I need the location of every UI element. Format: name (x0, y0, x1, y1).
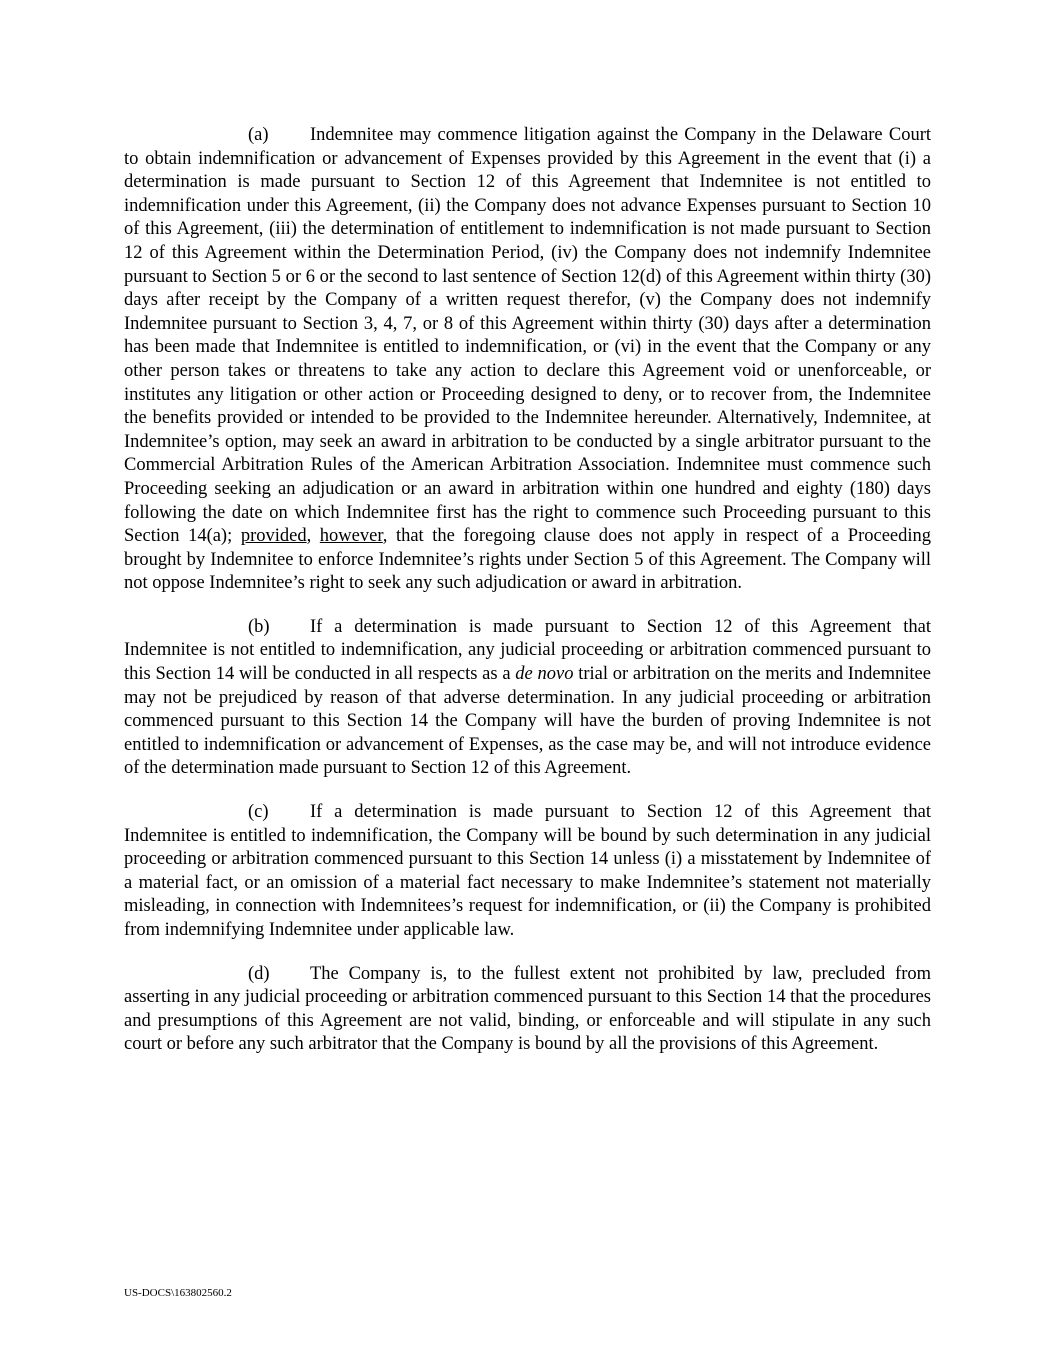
paragraph-d (124, 963, 931, 1057)
paragraph-c-label: (c) (248, 802, 269, 823)
paragraph-b-text-2: trial or arbitration on the merits and Indemnitee may not be prejudiced by reason of that adverse determination. In any judicial proceeding or arbitration commenced pursuant to this Section 14 the Company will have the burden of proving Indemnitee is not entitled to indemnification or advancement of Expenses, as the case may be, and will not introduce evidence of the determination made pursuant to Section 12 of this Agreement. (124, 664, 931, 779)
paragraph-a-text-1: Indemnitee may commence litigation against the Company in the Delaware Court to obtain indemnification or advancement of Expenses provided by this Agreement in the event that (i) a determination is made pursuant to Section 12 of this Agreement that Indemnitee is not entitled to indemnification under this Agreement, (ii) the Company does not advance Expenses pursuant to Section 10 of this Agreement, (iii) the determination of entitlement to indemnification is not made pursuant to Section 12 of this Agreement within the Determination Period, (iv) the Company does not indemnify Indemnitee pursuant to Section 5 or 6 or the second to last sentence of Section 12(d) of this Agreement within thirty (30) days after receipt by the Company of a written request therefor, (v) the Company does not indemnify Indemnitee pursuant to Section 3, 4, 7, or 8 of this Agreement within thirty (30) days after a determination has been made that Indemnitee is entitled to indemnification, or (vi) in the event that the Company or any other person takes or threatens to take any action to declare this Agreement void or unenforceable, or institutes any litigation or other action or Proceeding designed to deny, or to recover from, the Indemnitee the benefits provided or intended to be provided to the Indemnitee hereunder. Alternatively, Indemnitee, at Indemnitee’s option, may seek an award in arbitration to be conducted by a single arbitrator pursuant to the Commercial Arbitration Rules of the American Arbitration Association. Indemnitee must commence such Proceeding seeking an adjudication or an award in arbitration within one hundred and eighty (180) days following the date on which Indemnitee first has the right to commence such Proceeding pursuant to this Section 14(a); (124, 125, 931, 547)
paragraph-d-text: The Company is, to the fullest extent not prohibited by law, precluded from asserting in any judicial proceeding or arbitration commenced pursuant to this Section 14 that the procedures and presumptions of this Agreement are not valid, binding, or enforceable and will stipulate in any such court or before any such arbitrator that the Company is bound by all the provisions of this Agreement. (124, 963, 931, 1055)
document-page (124, 124, 931, 1077)
paragraph-b-text-1: If a determination is made pursuant to Section 12 of this Agreement that Indemnitee is not entitled to indemnification, any judicial proceeding or arbitration commenced pursuant to this Section 14 will be conducted in all respects as a (124, 616, 931, 685)
paragraph-a-label: (a) (248, 125, 269, 145)
paragraph-d-label: (d) (248, 963, 270, 984)
paragraph-a-text-2: , that the foregoing clause does not apply in respect of a Proceeding brought by Indemnitee to enforce Indemnitee’s rights under Section 5 of this Agreement. The Company will not oppose Indemnitee’s right to seek any such adjudication or award in arbitration. (124, 526, 932, 594)
however-underlined: however (319, 526, 383, 547)
de-novo-italic: de novo (515, 664, 574, 685)
paragraph-c (124, 801, 931, 943)
paragraph-c-text: If a determination is made pursuant to Section 12 of this Agreement that Indemnitee is entitled to indemnification, the Company will be bound by such determination in any judicial proceeding or arbitration commenced pursuant to this Section 14 unless (i) a misstatement by Indemnitee of a material fact, or an omission of a material fact necessary to make Indemnitee’s statement not materially misleading, in connection with Indemnitees’s request for indemnification, or (ii) the Company is prohibited from indemnifying Indemnitee under applicable law. (124, 802, 931, 940)
comma: , (306, 526, 312, 547)
provided-underlined: provided (240, 526, 307, 547)
paragraph-a (124, 124, 931, 596)
paragraph-b-label: (b) (248, 616, 270, 637)
paragraph-b (124, 616, 931, 781)
footer-doc-id: US-DOCS\163802560.2 (124, 1287, 232, 1299)
